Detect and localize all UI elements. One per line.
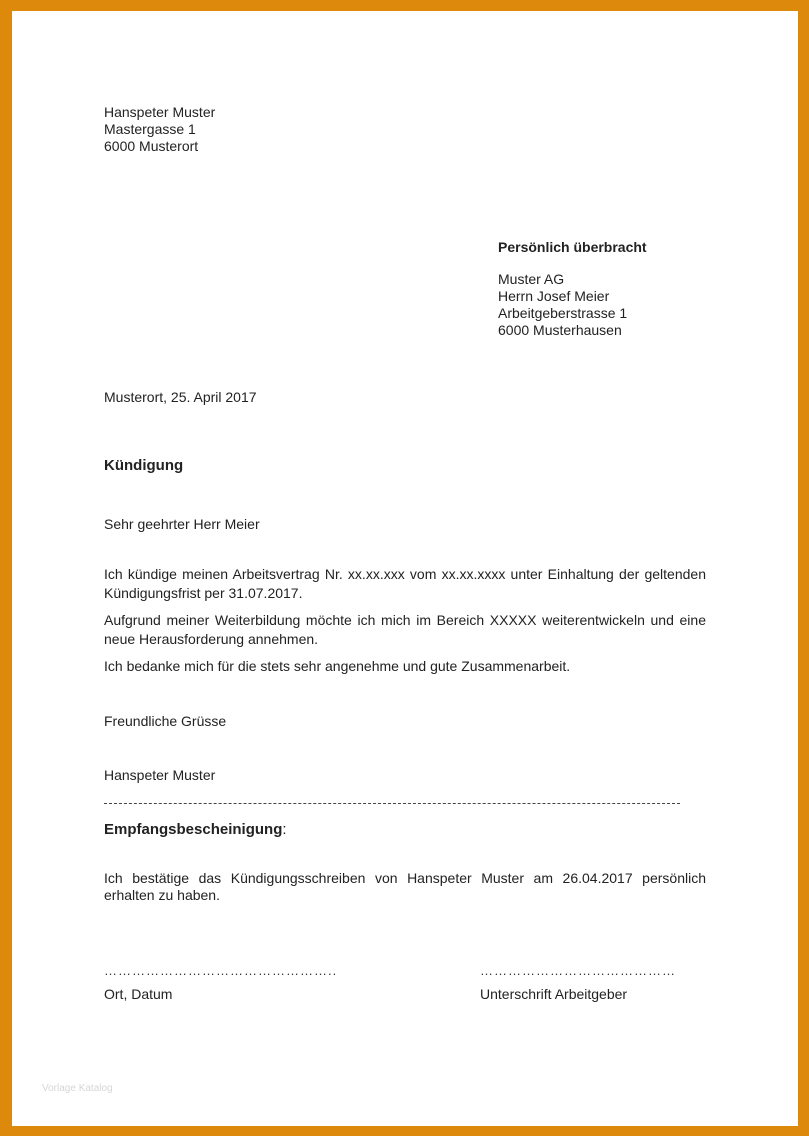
- sender-name: Hanspeter Muster: [104, 104, 216, 120]
- receipt-heading: [104, 821, 287, 838]
- body-paragraph-3: Ich bedanke mich für die stets sehr angenehme und gute Zusammenarbeit.: [104, 658, 571, 674]
- date-line: Musterort, 25. April 2017: [104, 389, 257, 405]
- receipt-text: Ich bestätige das Kündigungsschreiben von Hanspeter Muster am 26.04.2017 persönlich erhalten zu haben.: [104, 870, 706, 903]
- sender-street: Mastergasse 1: [104, 121, 196, 137]
- letter-page: [12, 11, 798, 1126]
- cut-line-divider: [104, 803, 680, 804]
- place-date-label: Ort, Datum: [104, 986, 173, 1002]
- salutation: Sehr geehrter Herr Meier: [104, 516, 260, 532]
- date-signature-line: …………………………………………..: [104, 963, 338, 978]
- sender-city: 6000 Musterort: [104, 138, 199, 154]
- closing: Freundliche Grüsse: [104, 713, 227, 729]
- recipient-person: Herrn Josef Meier: [498, 288, 610, 304]
- receipt-heading-colon: :: [282, 821, 287, 838]
- body-paragraph-1: Ich kündige meinen Arbeitsvertrag Nr. xx.xx.xxx vom xx.xx.xxxx unter Einhaltung der geltenden Kündigungsfrist per 31.07.2017.: [104, 566, 706, 601]
- recipient-city: 6000 Musterhausen: [498, 322, 622, 338]
- body-paragraph-2: Aufgrund meiner Weiterbildung möchte ich mich im Bereich XXXXX weiterentwickeln und eine neue Herausforderung annehmen.: [104, 612, 706, 647]
- subject-heading: Kündigung: [104, 457, 184, 474]
- employer-signature-line: ……………………………………: [480, 963, 676, 978]
- recipient-company: Muster AG: [498, 271, 565, 287]
- recipient-street: Arbeitgeberstrasse 1: [498, 305, 628, 321]
- delivery-note: Persönlich überbracht: [498, 239, 647, 255]
- signature-name: Hanspeter Muster: [104, 767, 216, 783]
- receipt-heading-label: Empfangsbescheinigung: [104, 821, 283, 838]
- watermark: Vorlage Katalog: [42, 1083, 113, 1094]
- employer-signature-label: Unterschrift Arbeitgeber: [480, 986, 628, 1002]
